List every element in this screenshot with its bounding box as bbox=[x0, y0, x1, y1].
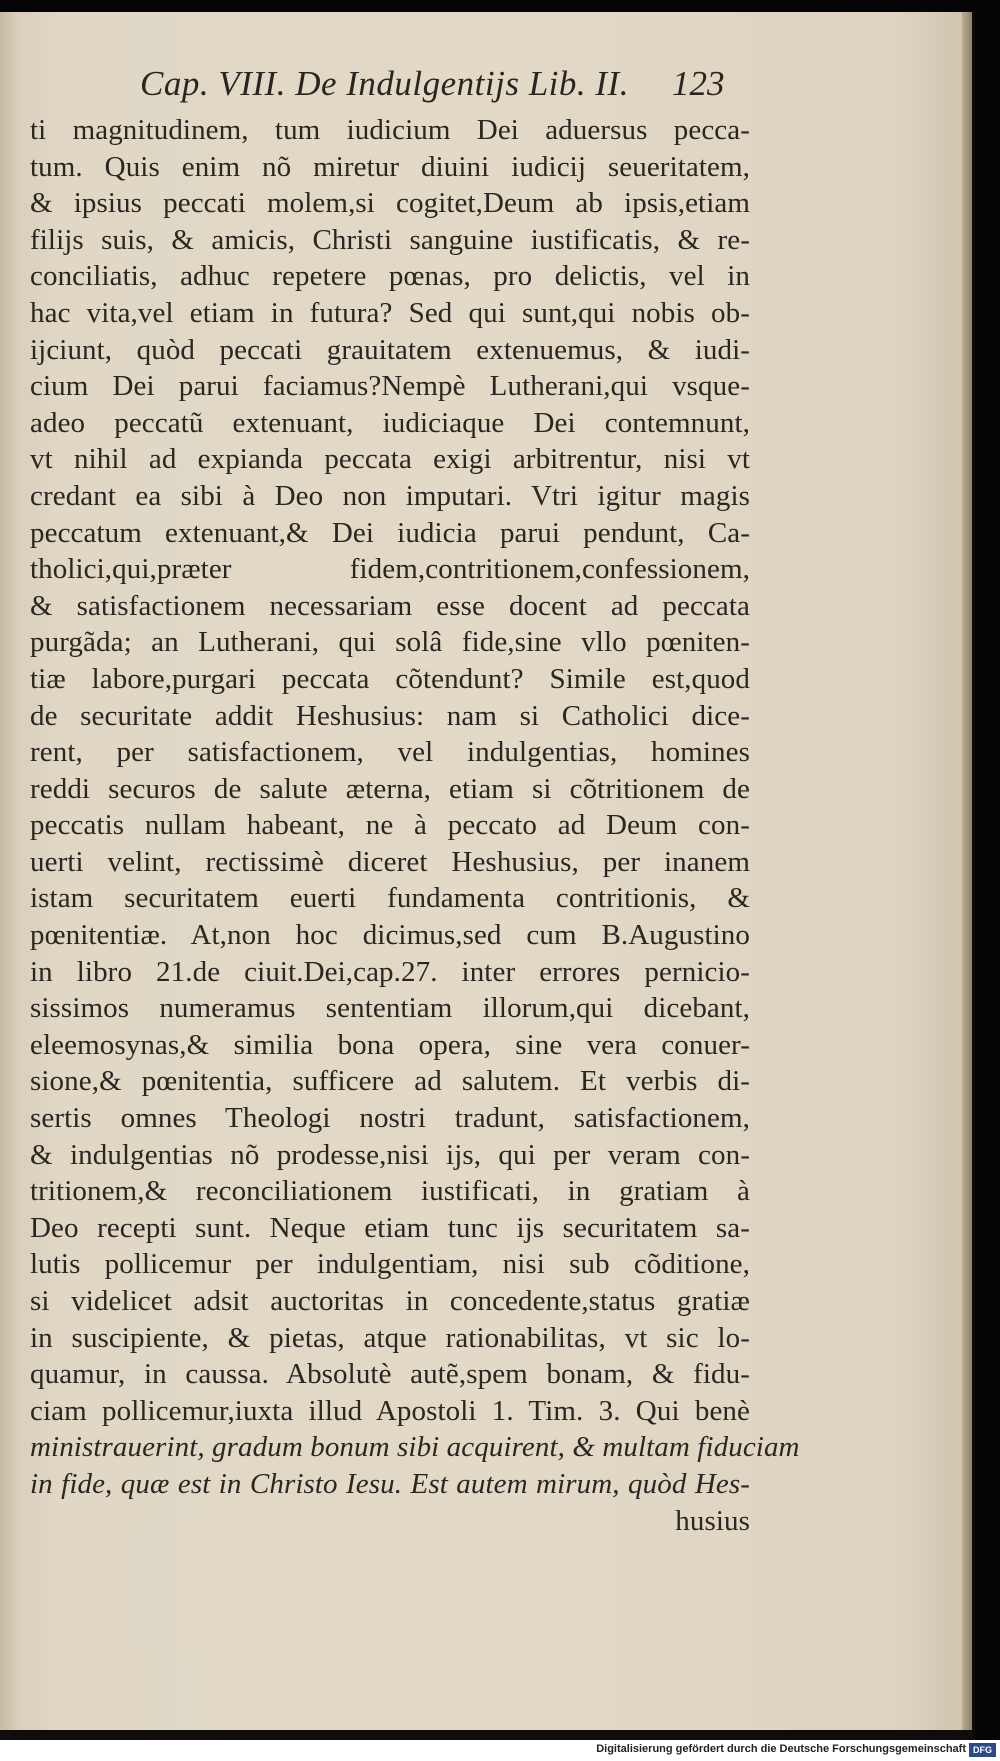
dfg-logo: DFG bbox=[969, 1743, 996, 1757]
text-line: hac vita,vel etiam in futura? Sed qui sunt,qui nobis ob- bbox=[30, 296, 750, 329]
text-line: ministrauerint, gradum bonum sibi acquirent, & multam fiduciam bbox=[30, 1431, 800, 1464]
text-line: tiæ labore,purgari peccata cõtendunt? Simile est,quod bbox=[30, 662, 750, 695]
text-line: rent, per satisfactionem, vel indulgentias, homines bbox=[30, 736, 750, 769]
text-line: vt nihil ad expianda peccata exigi arbitrentur, nisi vt bbox=[30, 443, 750, 476]
text-line: in fide, quæ est in Christo Iesu. Est autem mirum, quòd Hes- bbox=[30, 1467, 750, 1500]
text-line: conciliatis, adhuc repetere pœnas, pro delictis, vel in bbox=[30, 260, 750, 293]
text-line: ijciunt, quòd peccati grauitatem extenuemus, & iudi- bbox=[30, 333, 750, 366]
running-head-title: Cap. VIII. De Indulgentijs Lib. II. bbox=[140, 64, 629, 103]
text-line: filijs suis, & amicis, Christi sanguine iustificatis, & re- bbox=[30, 223, 750, 256]
text-line: si videlicet adsit auctoritas in concedente,status gratiæ bbox=[30, 1285, 750, 1317]
text-line: de securitate addit Heshusius: nam si Catholici dice- bbox=[30, 699, 750, 732]
text-line: sissimos numeramus sententiam illorum,qui dicebant, bbox=[30, 992, 750, 1025]
text-line: tholici,qui,præter fidem,contritionem,confessionem, bbox=[30, 553, 750, 586]
text-line: husius bbox=[675, 1504, 750, 1537]
text-line: & indulgentias nõ prodesse,nisi ijs, qui per veram con- bbox=[30, 1138, 750, 1171]
text-line: istam securitatem euerti fundamenta contritionis, & bbox=[30, 882, 750, 915]
text-line: pœnitentiæ. At,non hoc dicimus,sed cum B.Augustino bbox=[30, 919, 750, 952]
body-text bbox=[30, 112, 800, 1539]
text-line: peccatis nullam habeant, ne à peccato ad Deum con- bbox=[30, 809, 750, 842]
text-line: in libro 21.de ciuit.Dei,cap.27. inter errores pernicio- bbox=[30, 955, 750, 988]
text-line: quamur, in caussa. Absolutè autẽ,spem bonam, & fidu- bbox=[30, 1358, 750, 1391]
text-line: ciam pollicemur,iuxta illud Apostoli 1. Tim. 3. Qui benè bbox=[30, 1394, 750, 1427]
page-number: 123 bbox=[672, 64, 725, 103]
text-line: Deo recepti sunt. Neque etiam tunc ijs securitatem sa- bbox=[30, 1211, 750, 1244]
text-line: purgãda; an Lutherani, qui solâ fide,sine vllo pœniten- bbox=[30, 626, 750, 659]
text-line: sione,& pœnitentia, sufficere ad salutem. Et verbis di- bbox=[30, 1065, 750, 1098]
footer-credit: Digitalisierung gefördert durch die Deutsche Forschungsgemeinschaft bbox=[596, 1743, 966, 1755]
text-line: lutis pollicemur per indulgentiam, nisi sub cõditione, bbox=[30, 1248, 750, 1281]
text-line: sertis omnes Theologi nostri tradunt, satisfactionem, bbox=[30, 1102, 750, 1135]
text-line: uerti velint, rectissimè diceret Heshusius, per inanem bbox=[30, 845, 750, 878]
text-line: adeo peccatũ extenuant, iudiciaque Dei contemnunt, bbox=[30, 406, 750, 439]
text-line: credant ea sibi à Deo non imputari. Vtri igitur magis bbox=[30, 479, 750, 512]
text-line: reddi securos de salute æterna, etiam si cõtritionem de bbox=[30, 772, 750, 805]
footer-bar bbox=[0, 1740, 1000, 1761]
text-line: peccatum extenuant,& Dei iudicia parui pendunt, Ca- bbox=[30, 516, 750, 549]
text-line: tritionem,& reconciliationem iustificati, in gratiam à bbox=[30, 1175, 750, 1208]
text-line: cium Dei parui faciamus?Nempè Lutherani,qui vsque- bbox=[30, 370, 750, 403]
page-edge bbox=[962, 12, 972, 1730]
scan-border-right bbox=[975, 0, 1000, 1761]
text-line: ti magnitudinem, tum iudicium Dei aduersus pecca- bbox=[30, 114, 750, 146]
text-line: in suscipiente, & pietas, atque rationabilitas, vt sic lo- bbox=[30, 1321, 750, 1354]
text-line: eleemosynas,& similia bona opera, sine vera conuer- bbox=[30, 1028, 750, 1061]
running-head bbox=[0, 64, 968, 104]
text-line: & satisfactionem necessariam esse docent ad peccata bbox=[30, 589, 750, 622]
text-line: tum. Quis enim nõ miretur diuini iudicij seueritatem, bbox=[30, 150, 750, 183]
text-line: & ipsius peccati molem,si cogitet,Deum ab ipsis,etiam bbox=[30, 187, 750, 220]
